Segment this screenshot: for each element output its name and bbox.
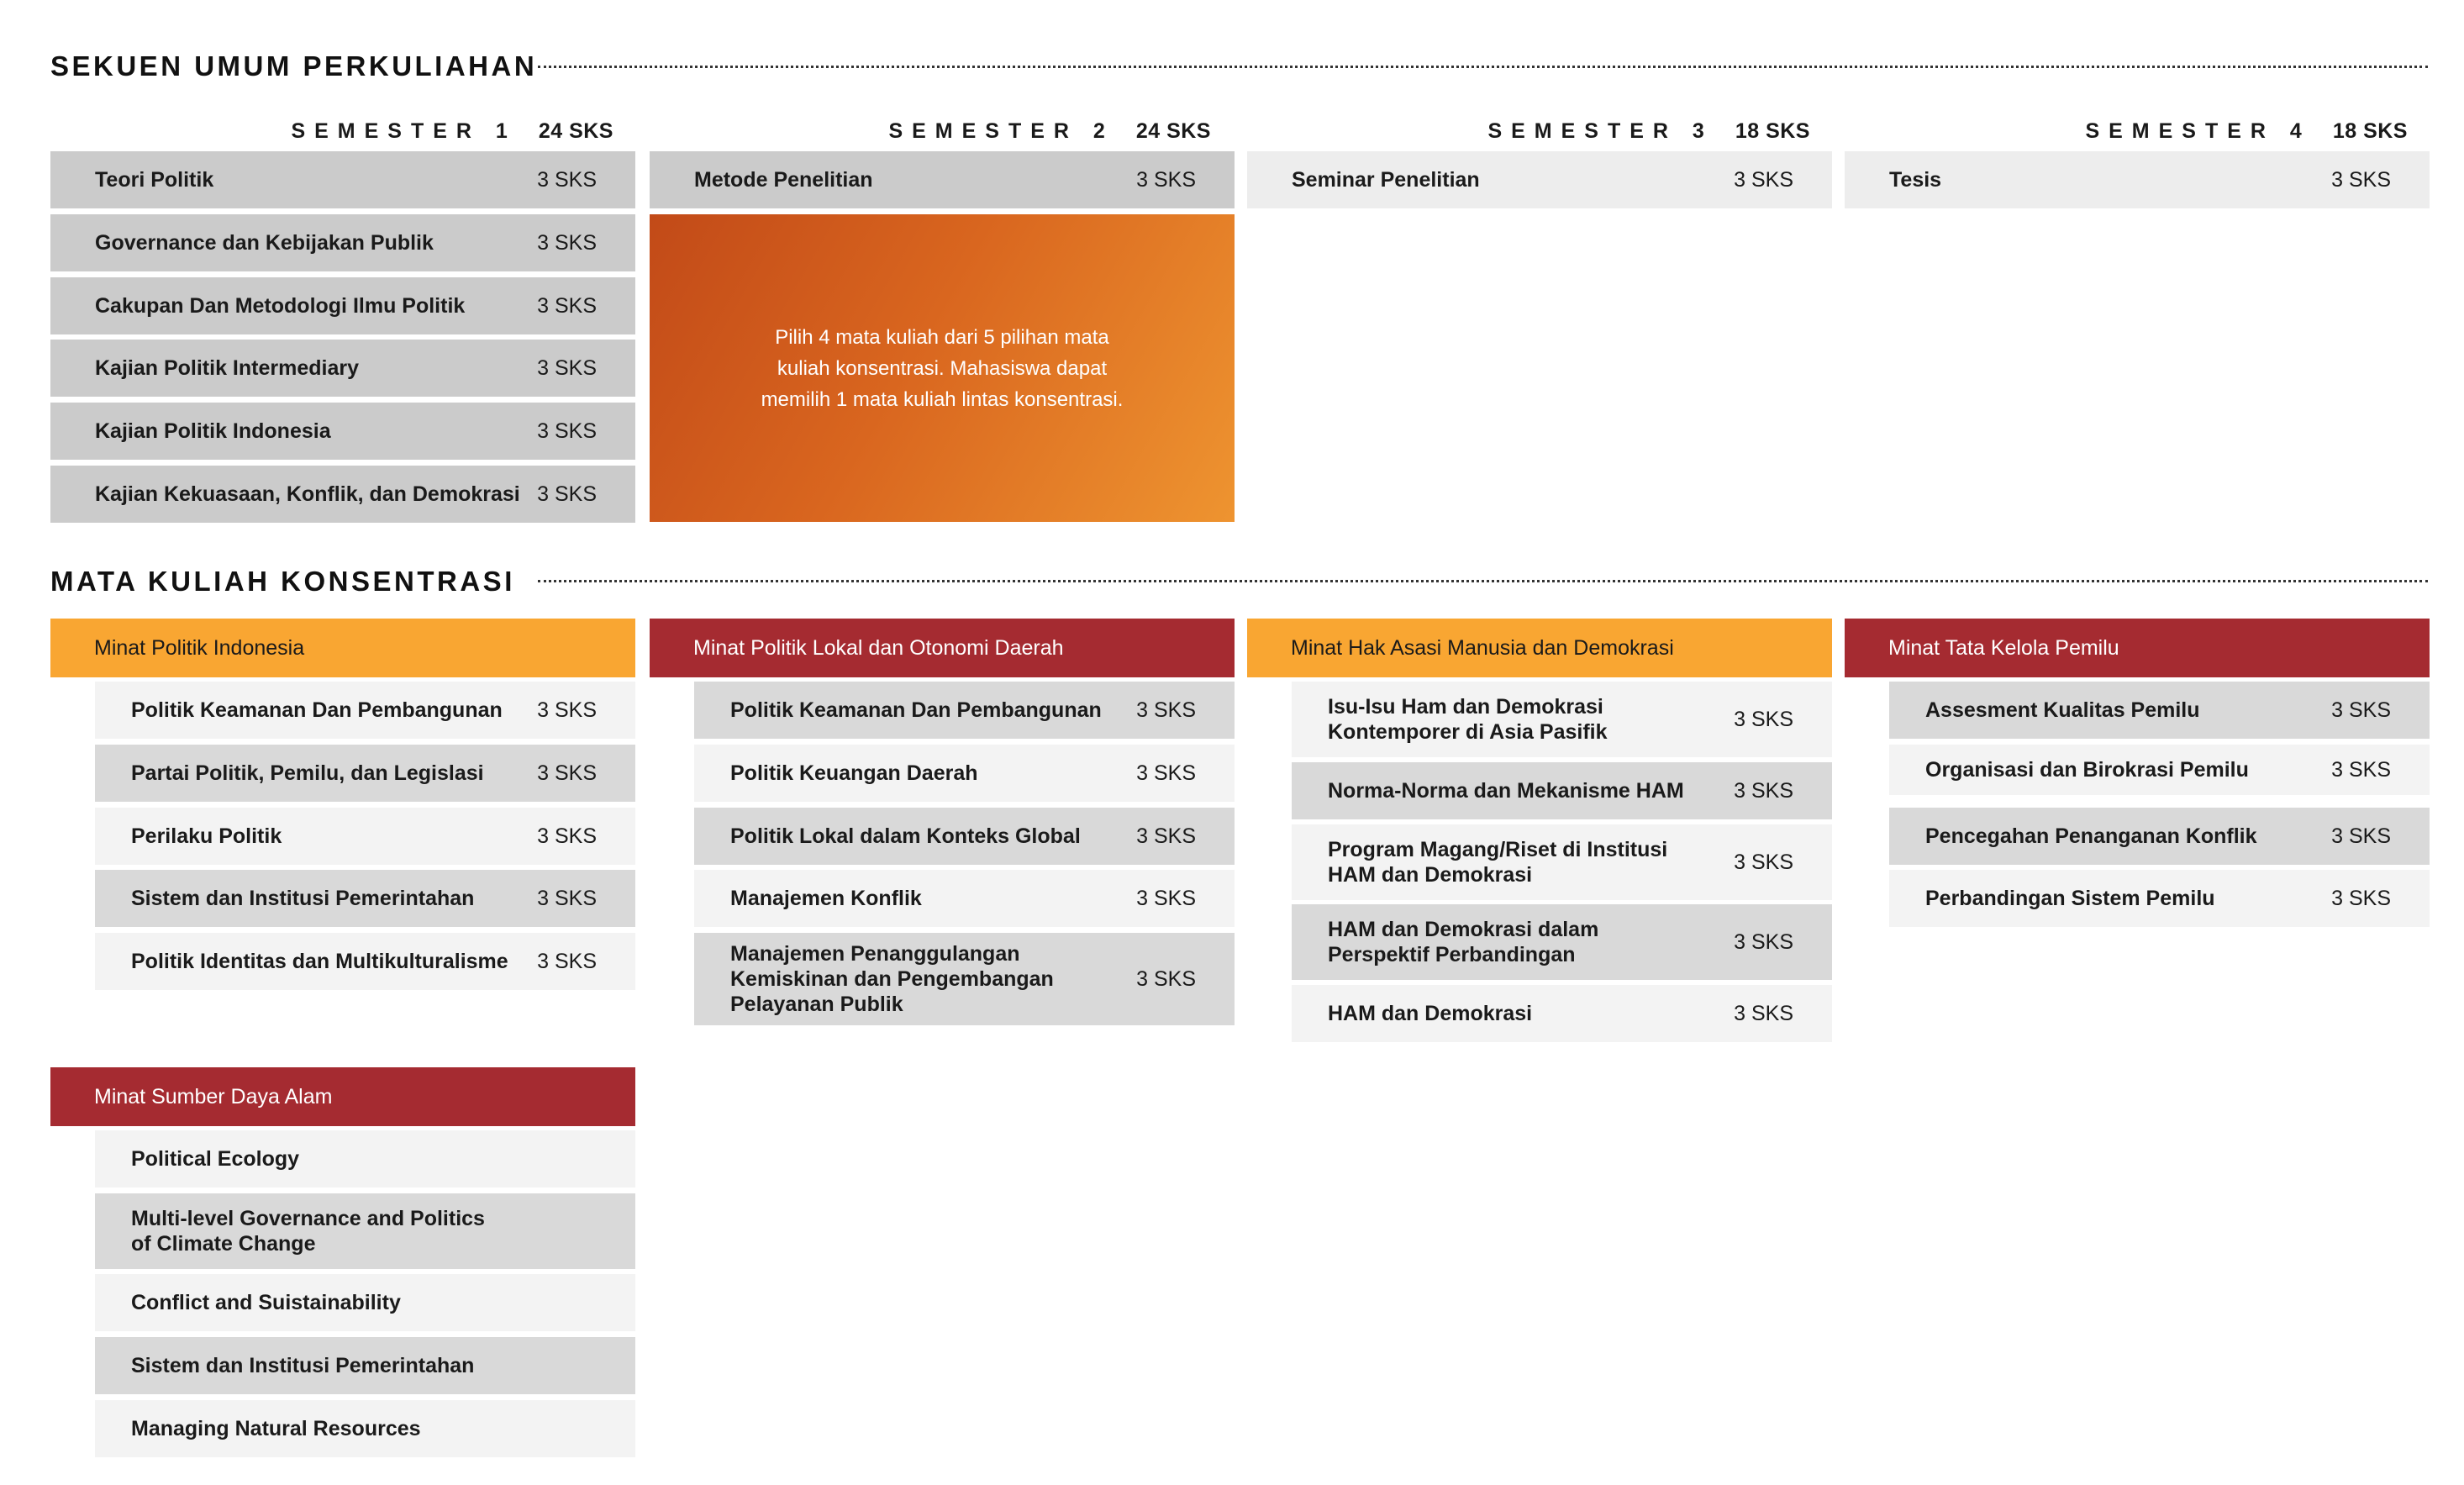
- minat-header: Minat Hak Asasi Manusia dan Demokrasi: [1247, 619, 1832, 677]
- course-row: [50, 277, 635, 334]
- course-sks: 3 SKS: [1136, 824, 1196, 848]
- course-sks: 3 SKS: [1136, 761, 1196, 785]
- course-name: Manajemen Konflik: [730, 887, 922, 910]
- minat-header: Minat Politik Lokal dan Otonomi Daerah: [650, 619, 1235, 677]
- minat-header: Minat Tata Kelola Pemilu: [1845, 619, 2430, 677]
- course-name: Pencegahan Penanganan Konflik: [1925, 824, 2257, 848]
- course-row: [1292, 904, 1832, 980]
- course-sks: 3 SKS: [2331, 698, 2391, 722]
- course-name: Politik Identitas dan Multikulturalisme: [131, 950, 508, 973]
- course-sks: 3 SKS: [1734, 850, 1793, 874]
- minat-header: Minat Politik Indonesia: [50, 619, 635, 677]
- course-row: [50, 466, 635, 523]
- course-sks: 3 SKS: [1734, 778, 1793, 803]
- section-title-concentration: MATA KULIAH KONSENTRASI: [50, 566, 515, 597]
- course-name: Managing Natural Resources: [131, 1417, 421, 1440]
- semester-sks: 18 SKS: [2332, 118, 2408, 143]
- course-name: Politik Keamanan Dan Pembangunan: [131, 698, 503, 722]
- course-name: Metode Penelitian: [694, 168, 873, 192]
- course-row: [1889, 745, 2430, 795]
- course-row: [95, 808, 635, 865]
- course-row: [50, 151, 635, 208]
- course-sks: 3 SKS: [1136, 966, 1196, 991]
- minat-header: Minat Sumber Daya Alam: [50, 1067, 635, 1126]
- course-sks: 3 SKS: [537, 293, 597, 318]
- course-name: Conflict and Suistainability: [131, 1291, 401, 1314]
- course-sks: 3 SKS: [1734, 707, 1793, 731]
- course-name: HAM dan Demokrasi dalam Perspektif Perbandingan: [1328, 918, 1599, 966]
- course-name: Political Ecology: [131, 1147, 300, 1171]
- elective-note: Pilih 4 mata kuliah dari 5 pilihan mata kuliah konsentrasi. Mahasiswa dapat memilih 1 mata kuliah lintas konsentrasi.: [761, 325, 1124, 411]
- course-sks: 3 SKS: [1136, 167, 1196, 192]
- course-row: [95, 1400, 635, 1457]
- course-row: [694, 933, 1235, 1025]
- section-divider: [538, 580, 2428, 582]
- course-sks: 3 SKS: [1734, 929, 1793, 954]
- course-row: [95, 1193, 635, 1269]
- course-sks: 3 SKS: [1734, 167, 1793, 192]
- semester-2-header: [650, 116, 1211, 146]
- course-name: Cakupan Dan Metodologi Ilmu Politik: [95, 294, 466, 318]
- course-row: [694, 808, 1235, 865]
- course-row: [694, 870, 1235, 927]
- course-name: Seminar Penelitian: [1292, 168, 1480, 192]
- course-name: Isu-Isu Ham dan Demokrasi Kontemporer di Asia Pasifik: [1328, 695, 1608, 744]
- course-name: Sistem dan Institusi Pemerintahan: [131, 887, 475, 910]
- course-name: Manajemen Penanggulangan Kemiskinan dan Pengembangan Pelayanan Publik: [730, 942, 1054, 1016]
- course-sks: 3 SKS: [537, 886, 597, 910]
- course-row: [50, 340, 635, 397]
- course-sks: 3 SKS: [537, 419, 597, 443]
- course-row: [1889, 808, 2430, 865]
- course-name: Sistem dan Institusi Pemerintahan: [131, 1354, 475, 1377]
- course-sks: 3 SKS: [537, 761, 597, 785]
- course-row: [95, 745, 635, 802]
- course-name: Tesis: [1889, 168, 1942, 192]
- course-sks: 3 SKS: [537, 949, 597, 973]
- course-name: Kajian Politik Indonesia: [95, 419, 331, 443]
- course-sks: 3 SKS: [537, 355, 597, 380]
- course-sks: 3 SKS: [2331, 824, 2391, 848]
- course-name: Governance dan Kebijakan Publik: [95, 231, 434, 255]
- course-sks: 3 SKS: [537, 824, 597, 848]
- course-row: [694, 682, 1235, 739]
- course-sks: 3 SKS: [537, 230, 597, 255]
- course-name: Norma-Norma dan Mekanisme HAM: [1328, 779, 1684, 803]
- semester-sks: 24 SKS: [538, 118, 613, 143]
- course-row: [1292, 762, 1832, 819]
- course-row: [50, 214, 635, 271]
- course-sks: 3 SKS: [1136, 698, 1196, 722]
- course-name: HAM dan Demokrasi: [1328, 1002, 1533, 1025]
- semester-4-header: [1845, 116, 2408, 146]
- course-row: [95, 1274, 635, 1331]
- course-row: [1292, 985, 1832, 1042]
- course-row: [95, 682, 635, 739]
- course-row: [694, 745, 1235, 802]
- course-row: [1845, 151, 2430, 208]
- course-sks: 3 SKS: [1734, 1001, 1793, 1025]
- course-sks: 3 SKS: [2331, 886, 2391, 910]
- semester-label: SEMESTER 4: [2085, 118, 2311, 143]
- course-name: Organisasi dan Birokrasi Pemilu: [1925, 758, 2249, 782]
- course-name: Teori Politik: [95, 168, 214, 192]
- course-row: [1292, 682, 1832, 757]
- course-sks: 3 SKS: [537, 167, 597, 192]
- course-name: Multi-level Governance and Politics of Climate Change: [131, 1207, 485, 1256]
- course-row: [95, 1130, 635, 1187]
- course-row: [650, 151, 1235, 208]
- semester-label: SEMESTER 1: [291, 118, 517, 143]
- section-divider: [538, 66, 2428, 68]
- course-name: Kajian Politik Intermediary: [95, 356, 359, 380]
- semester-label: SEMESTER 2: [888, 118, 1114, 143]
- course-name: Partai Politik, Pemilu, dan Legislasi: [131, 761, 484, 785]
- semester-1-header: [50, 116, 613, 146]
- course-sks: 3 SKS: [2331, 757, 2391, 782]
- course-row: [50, 403, 635, 460]
- course-name: Politik Lokal dalam Konteks Global: [730, 824, 1081, 848]
- course-name: Kajian Kekuasaan, Konflik, dan Demokrasi: [95, 482, 520, 506]
- semester-label: SEMESTER 3: [1487, 118, 1714, 143]
- section-title-sequence: SEKUEN UMUM PERKULIAHAN: [50, 50, 538, 82]
- semester-sks: 24 SKS: [1135, 118, 1211, 143]
- course-name: Politik Keuangan Daerah: [730, 761, 978, 785]
- course-row: [1889, 870, 2430, 927]
- course-row: [1247, 151, 1832, 208]
- course-sks: 3 SKS: [537, 698, 597, 722]
- course-name: Assesment Kualitas Pemilu: [1925, 698, 2200, 722]
- course-row: [1292, 824, 1832, 900]
- course-row: [95, 870, 635, 927]
- course-name: Program Magang/Riset di Institusi HAM dan Demokrasi: [1328, 838, 1668, 887]
- course-sks: 3 SKS: [2331, 167, 2391, 192]
- course-row: [95, 933, 635, 990]
- course-row: [95, 1337, 635, 1394]
- semester-3-header: [1247, 116, 1810, 146]
- course-sks: 3 SKS: [537, 482, 597, 506]
- elective-note-box: [650, 214, 1235, 522]
- course-name: Perbandingan Sistem Pemilu: [1925, 887, 2215, 910]
- semester-sks: 18 SKS: [1735, 118, 1810, 143]
- course-name: Perilaku Politik: [131, 824, 282, 848]
- course-row: [1889, 682, 2430, 739]
- course-name: Politik Keamanan Dan Pembangunan: [730, 698, 1102, 722]
- course-sks: 3 SKS: [1136, 886, 1196, 910]
